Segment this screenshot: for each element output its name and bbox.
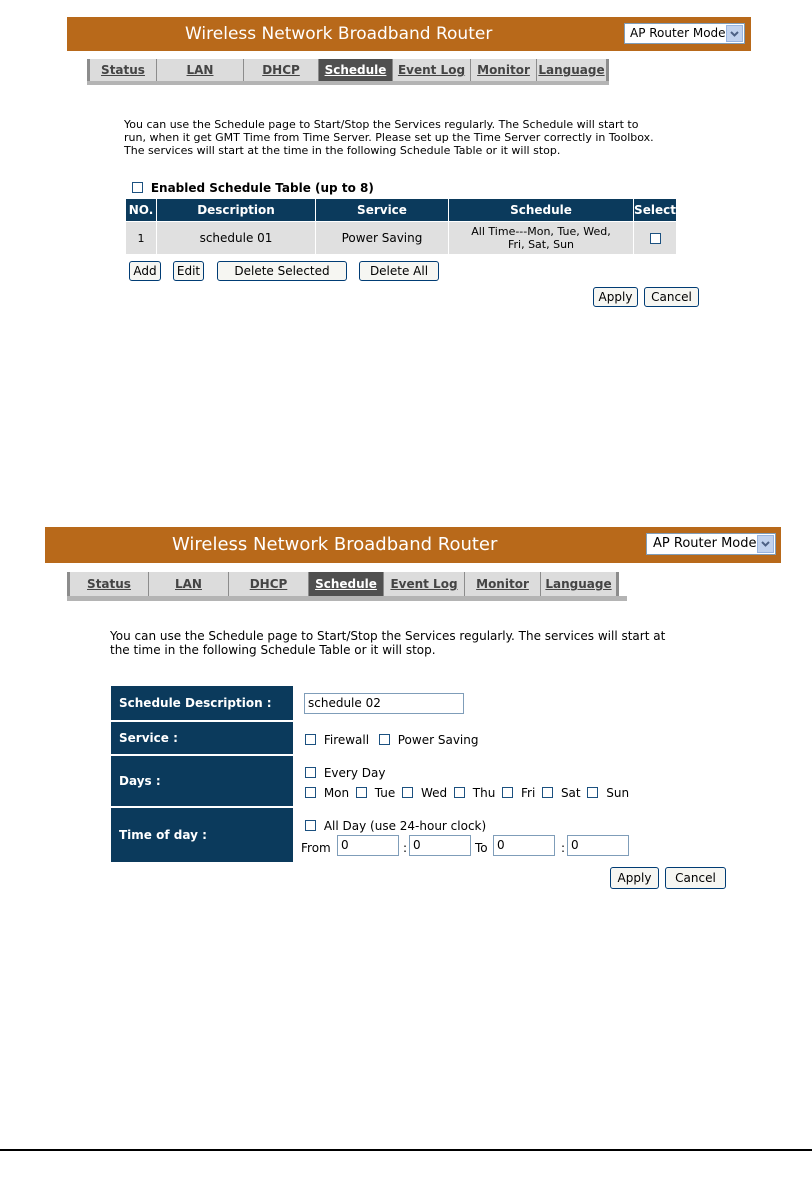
every-day-label: Every Day bbox=[323, 765, 386, 780]
days-label: Days : bbox=[111, 756, 293, 806]
fri-label: Fri bbox=[520, 785, 536, 800]
from-minute-input[interactable]: 0 bbox=[409, 835, 471, 856]
tab-language[interactable]: Language bbox=[537, 59, 609, 81]
tab-dhcp[interactable]: DHCP bbox=[244, 59, 319, 81]
mode-select-value: AP Router Mode bbox=[630, 26, 726, 40]
wed-checkbox[interactable] bbox=[402, 787, 413, 798]
from-label: From bbox=[301, 841, 331, 855]
service-options bbox=[305, 732, 478, 747]
schedule-description-label: Schedule Description : bbox=[111, 686, 293, 720]
tab-event-log[interactable]: Event Log bbox=[384, 572, 465, 596]
power-saving-label: Power Saving bbox=[397, 732, 479, 747]
sat-checkbox[interactable] bbox=[542, 787, 553, 798]
mon-label: Mon bbox=[323, 785, 350, 800]
row-no: 1 bbox=[126, 222, 157, 255]
add-button[interactable]: Add bbox=[129, 261, 161, 281]
nav-shadow bbox=[87, 81, 609, 85]
sun-checkbox[interactable] bbox=[587, 787, 598, 798]
tab-event-log[interactable]: Event Log bbox=[393, 59, 471, 81]
col-schedule: Schedule bbox=[449, 199, 634, 222]
nav-bar bbox=[87, 59, 609, 81]
tab-schedule[interactable]: Schedule bbox=[319, 59, 393, 81]
edit-button[interactable]: Edit bbox=[173, 261, 204, 281]
from-hour-input[interactable]: 0 bbox=[337, 835, 399, 856]
tab-schedule[interactable]: Schedule bbox=[309, 572, 384, 596]
tue-label: Tue bbox=[374, 785, 396, 800]
chevron-down-icon[interactable] bbox=[726, 25, 743, 42]
row-select-checkbox[interactable] bbox=[650, 233, 661, 244]
tab-status[interactable]: Status bbox=[67, 572, 149, 596]
fri-checkbox[interactable] bbox=[502, 787, 513, 798]
cancel-button[interactable]: Cancel bbox=[665, 867, 726, 889]
router-title: Wireless Network Broadband Router bbox=[172, 534, 498, 555]
enable-schedule-row bbox=[132, 180, 374, 195]
tab-lan[interactable]: LAN bbox=[157, 59, 244, 81]
tab-monitor[interactable]: Monitor bbox=[465, 572, 541, 596]
power-saving-checkbox[interactable] bbox=[379, 734, 390, 745]
nav-bar bbox=[67, 572, 619, 596]
tab-status[interactable]: Status bbox=[87, 59, 157, 81]
title-bar bbox=[67, 17, 751, 51]
row-description: schedule 01 bbox=[157, 222, 316, 255]
col-select: Select bbox=[634, 199, 677, 222]
thu-label: Thu bbox=[472, 785, 496, 800]
tab-language[interactable]: Language bbox=[541, 572, 619, 596]
enable-schedule-checkbox[interactable] bbox=[132, 182, 143, 193]
mode-select[interactable] bbox=[624, 23, 745, 44]
schedule-table bbox=[125, 198, 677, 255]
apply-button[interactable]: Apply bbox=[593, 287, 638, 307]
mon-checkbox[interactable] bbox=[305, 787, 316, 798]
cancel-button[interactable]: Cancel bbox=[644, 287, 699, 307]
firewall-label: Firewall bbox=[323, 732, 370, 747]
title-bar bbox=[45, 527, 781, 563]
table-header-row bbox=[126, 199, 677, 222]
sun-label: Sun bbox=[606, 785, 630, 800]
tab-lan[interactable]: LAN bbox=[149, 572, 229, 596]
apply-button[interactable]: Apply bbox=[610, 867, 659, 889]
row-service: Power Saving bbox=[316, 222, 449, 255]
time-of-day-label: Time of day : bbox=[111, 808, 293, 862]
mode-select-value: AP Router Mode bbox=[653, 536, 757, 551]
enable-schedule-label: Enabled Schedule Table (up to 8) bbox=[150, 180, 374, 195]
nav-shadow bbox=[67, 596, 627, 601]
col-no: NO. bbox=[126, 199, 157, 222]
every-day-checkbox[interactable] bbox=[305, 767, 316, 778]
sat-label: Sat bbox=[560, 785, 581, 800]
row-schedule-line1: All Time---Mon, Tue, Wed, bbox=[471, 225, 611, 238]
tab-dhcp[interactable]: DHCP bbox=[229, 572, 309, 596]
mode-select[interactable] bbox=[646, 533, 776, 555]
schedule-description-input[interactable]: schedule 02 bbox=[304, 693, 464, 714]
router-title: Wireless Network Broadband Router bbox=[185, 24, 493, 44]
chevron-down-icon[interactable] bbox=[757, 535, 774, 553]
col-description: Description bbox=[157, 199, 316, 222]
row-select bbox=[634, 222, 677, 255]
to-separator: : bbox=[561, 841, 566, 855]
tue-checkbox[interactable] bbox=[356, 787, 367, 798]
delete-selected-button[interactable]: Delete Selected bbox=[217, 261, 347, 281]
every-day-row bbox=[305, 765, 385, 780]
delete-all-button[interactable]: Delete All bbox=[359, 261, 439, 281]
table-row bbox=[126, 222, 677, 255]
tab-monitor[interactable]: Monitor bbox=[471, 59, 537, 81]
all-day-row bbox=[305, 818, 486, 833]
service-label: Service : bbox=[111, 722, 293, 754]
thu-checkbox[interactable] bbox=[454, 787, 465, 798]
row-schedule-line2: Fri, Sat, Sun bbox=[507, 238, 575, 251]
to-hour-input[interactable]: 0 bbox=[493, 835, 555, 856]
intro-text: You can use the Schedule page to Start/Stop the Services regularly. The Schedule will start to run, when it get GMT Time from Time Server. Please set up the Time Server correctly in Toolbox. The services will start at the time in the following Schedule Table or it will stop. bbox=[124, 118, 654, 157]
firewall-checkbox[interactable] bbox=[305, 734, 316, 745]
weekday-row bbox=[305, 785, 629, 800]
row-schedule bbox=[449, 222, 634, 255]
from-separator: : bbox=[403, 841, 408, 855]
page-bottom-rule bbox=[0, 1149, 812, 1151]
to-label: To bbox=[475, 841, 488, 855]
to-minute-input[interactable]: 0 bbox=[567, 835, 629, 856]
all-day-checkbox[interactable] bbox=[305, 820, 316, 831]
all-day-label: All Day (use 24-hour clock) bbox=[323, 818, 487, 833]
wed-label: Wed bbox=[420, 785, 448, 800]
intro-text: You can use the Schedule page to Start/Stop the Services regularly. The services will start at the time in the following Schedule Table or it will stop. bbox=[110, 629, 666, 657]
col-service: Service bbox=[316, 199, 449, 222]
